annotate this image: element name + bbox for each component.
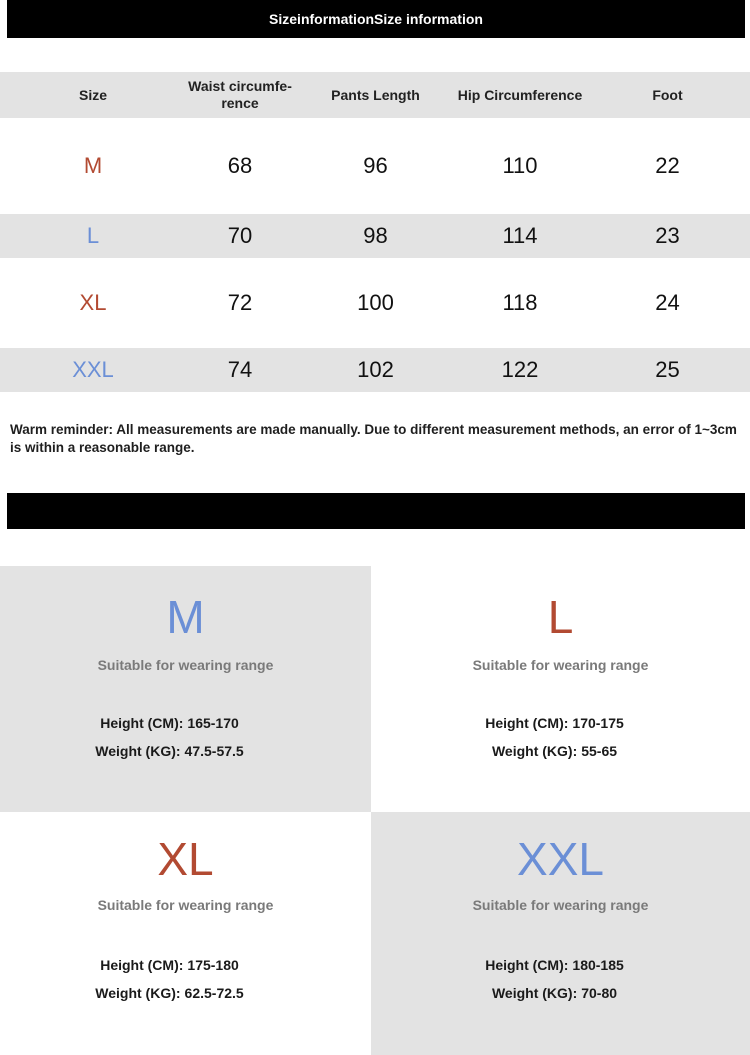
card-size-label: XXL	[517, 833, 604, 885]
size-card-l	[371, 566, 750, 812]
card-height: Height (CM): 180-185	[485, 957, 624, 973]
table-row	[0, 118, 750, 214]
card-size-label: XL	[157, 833, 214, 885]
size-cell: M	[83, 153, 103, 178]
card-height: Height (CM): 170-175	[485, 715, 624, 731]
header-pants-length: Pants Length	[331, 86, 420, 103]
waist-cell: 74	[227, 357, 253, 382]
header-hip: Hip Circumference	[457, 86, 583, 103]
length-cell: 98	[363, 223, 388, 248]
title-bar	[7, 0, 745, 38]
hip-cell: 114	[502, 223, 538, 248]
card-weight: Weight (KG): 55-65	[491, 743, 618, 759]
table-row	[0, 214, 750, 258]
section-divider	[7, 493, 745, 529]
foot-cell: 24	[655, 290, 680, 315]
length-cell: 100	[357, 290, 394, 315]
size-cell: L	[86, 223, 100, 248]
waist-cell: 72	[227, 290, 253, 315]
card-weight: Weight (KG): 70-80	[491, 985, 618, 1001]
foot-cell: 25	[655, 357, 680, 382]
waist-cell: 70	[227, 223, 253, 248]
table-header	[0, 72, 750, 118]
warm-reminder: Warm reminder: All measurements are made manually. Due to different measurement methods, an error of 1~3cm is within a reasonable range.	[10, 422, 737, 455]
card-range-label: Suitable for wearing range	[472, 657, 649, 673]
card-range-label: Suitable for wearing range	[97, 897, 274, 913]
table-row	[0, 348, 750, 392]
header-foot: Foot	[652, 86, 683, 103]
table-row	[0, 258, 750, 348]
size-card-m	[0, 566, 371, 812]
card-weight: Weight (KG): 62.5-72.5	[95, 985, 244, 1001]
page-title: SizeinformationSize information	[269, 11, 483, 27]
hip-cell: 122	[501, 357, 539, 382]
header-size: Size	[78, 86, 107, 103]
size-cell: XXL	[72, 357, 114, 382]
card-size-label: M	[166, 591, 205, 643]
size-card-xl	[0, 812, 371, 1055]
card-weight: Weight (KG): 47.5-57.5	[95, 743, 244, 759]
card-size-label: L	[547, 591, 574, 643]
card-height: Height (CM): 175-180	[100, 957, 239, 973]
header-waist: Waist circumfe- rence	[188, 78, 292, 111]
foot-cell: 22	[655, 153, 680, 178]
length-cell: 102	[357, 357, 394, 382]
card-range-label: Suitable for wearing range	[97, 657, 274, 673]
hip-cell: 118	[502, 290, 538, 315]
card-range-label: Suitable for wearing range	[472, 897, 649, 913]
waist-cell: 68	[227, 153, 253, 178]
foot-cell: 23	[655, 223, 680, 248]
size-card-xxl	[371, 812, 750, 1055]
size-cell: XL	[79, 290, 107, 315]
length-cell: 96	[363, 153, 388, 178]
card-height: Height (CM): 165-170	[100, 715, 239, 731]
hip-cell: 110	[502, 153, 538, 178]
